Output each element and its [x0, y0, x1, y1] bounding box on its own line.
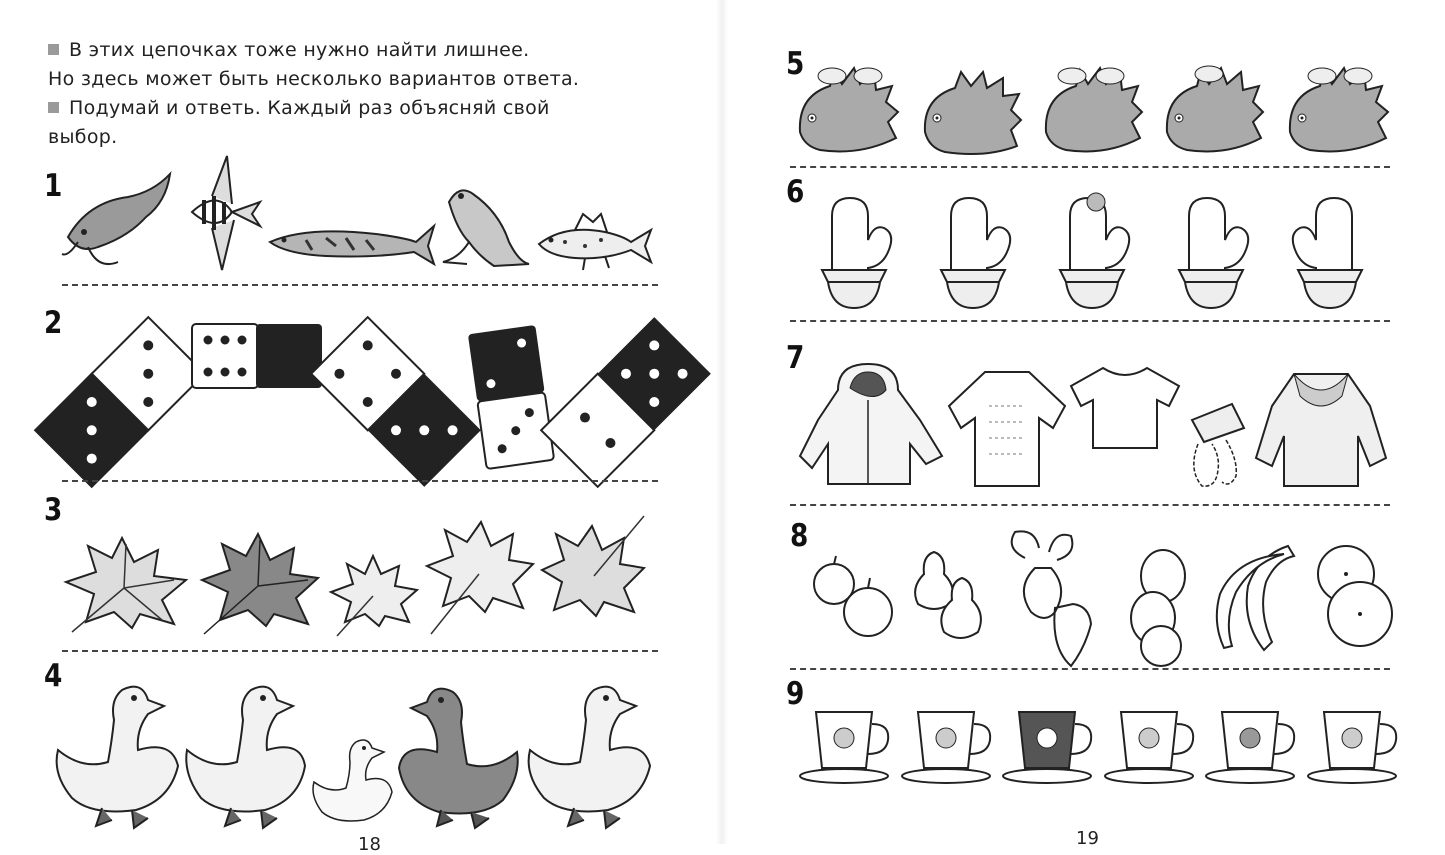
dashed-divider — [790, 320, 1390, 322]
small-maple-leaf-icon — [327, 552, 419, 638]
dashed-divider — [790, 166, 1390, 168]
mittens-icon — [1182, 400, 1254, 490]
dark-maple-leaf-icon — [198, 528, 322, 638]
left-page — [0, 0, 722, 855]
exercise-number-4: 4 — [44, 658, 63, 694]
page-number-right: 19 — [1076, 828, 1099, 849]
exercise-row-6 — [812, 188, 1372, 310]
hedgehog-with-mushrooms-icon — [790, 62, 900, 158]
maple-leaf-icon — [540, 514, 652, 638]
domino-6-0-icon — [190, 322, 326, 392]
bullet-icon — [48, 44, 59, 55]
cup-icon — [1308, 704, 1404, 784]
page-number-left: 18 — [358, 834, 381, 855]
exercise-row-9 — [800, 700, 1404, 784]
angelfish-icon — [182, 154, 262, 272]
exercise-number-3: 3 — [44, 492, 63, 528]
exercise-row-2 — [50, 312, 660, 472]
exercise-number-1: 1 — [44, 168, 63, 204]
cup-icon — [800, 704, 896, 784]
dark-goose-icon — [397, 670, 521, 830]
hedgehog-icon — [915, 68, 1021, 158]
exercise-number-6: 6 — [786, 174, 805, 210]
right-page — [722, 0, 1445, 849]
instruction-line-3: Подумай и ответь. Каждый раз объясняй свой — [69, 97, 550, 119]
hedgehog-with-mushrooms-icon — [1280, 62, 1390, 158]
lemons-icon — [1123, 548, 1199, 668]
pears-icon — [906, 544, 988, 646]
catfish-icon — [58, 162, 178, 272]
dark-cup-icon — [1003, 704, 1099, 784]
domino-0-3-icon — [466, 322, 556, 472]
goose-icon — [183, 670, 307, 830]
flowering-cactus-icon — [1050, 190, 1134, 310]
cup-icon — [1105, 704, 1201, 784]
hedgehog-with-mushroom-icon — [1157, 62, 1265, 158]
hedgehog-with-mushrooms-icon — [1036, 62, 1142, 158]
instruction-line-1: В этих цепочках тоже нужно найти лишнее. — [69, 39, 530, 61]
hooded-jacket-icon — [798, 360, 944, 490]
exercise-number-2: 2 — [44, 305, 63, 341]
frog-icon — [439, 182, 531, 272]
domino-3-3-icon — [50, 332, 190, 472]
perch-icon — [535, 210, 653, 272]
exercise-number-8: 8 — [790, 518, 809, 554]
fur-coat-icon — [1254, 366, 1388, 490]
domino-5-2-icon — [556, 332, 696, 472]
maple-leaf-icon — [62, 528, 192, 638]
goose-icon — [524, 670, 652, 830]
cactus-icon — [1288, 190, 1372, 310]
dashed-divider — [790, 668, 1390, 670]
beets-icon — [995, 528, 1115, 668]
instruction-line-2: Но здесь может быть несколько вариантов ответа. — [48, 68, 580, 90]
shirt-icon — [945, 366, 1069, 490]
exercise-row-7 — [798, 340, 1388, 490]
exercise-number-9: 9 — [786, 676, 805, 712]
exercise-row-8 — [812, 522, 1398, 668]
pike-icon — [266, 212, 436, 272]
instruction-line-4: выбор. — [48, 126, 118, 148]
apples-icon — [812, 554, 898, 642]
small-goose-icon — [310, 730, 394, 830]
cup-icon — [1206, 704, 1302, 784]
goose-icon — [52, 670, 180, 830]
exercise-row-1 — [58, 150, 653, 272]
bananas-icon — [1206, 542, 1298, 654]
instructions — [48, 36, 648, 152]
bullet-icon — [48, 102, 59, 113]
dashed-divider — [62, 480, 658, 482]
dashed-divider — [62, 650, 658, 652]
dashed-divider — [62, 284, 658, 286]
exercise-number-5: 5 — [786, 46, 805, 82]
cactus-icon — [931, 190, 1015, 310]
cactus-icon — [812, 190, 896, 310]
exercise-row-3 — [62, 498, 652, 638]
cup-icon — [902, 704, 998, 784]
maple-leaf-icon — [425, 514, 535, 638]
cactus-icon — [1169, 190, 1253, 310]
oranges-icon — [1306, 544, 1398, 650]
exercise-row-4 — [52, 660, 652, 830]
exercise-row-5 — [790, 58, 1390, 158]
dashed-divider — [790, 504, 1390, 506]
exercise-number-7: 7 — [786, 340, 805, 376]
domino-4-3-icon — [326, 332, 466, 472]
t-shirt-icon — [1069, 364, 1181, 450]
